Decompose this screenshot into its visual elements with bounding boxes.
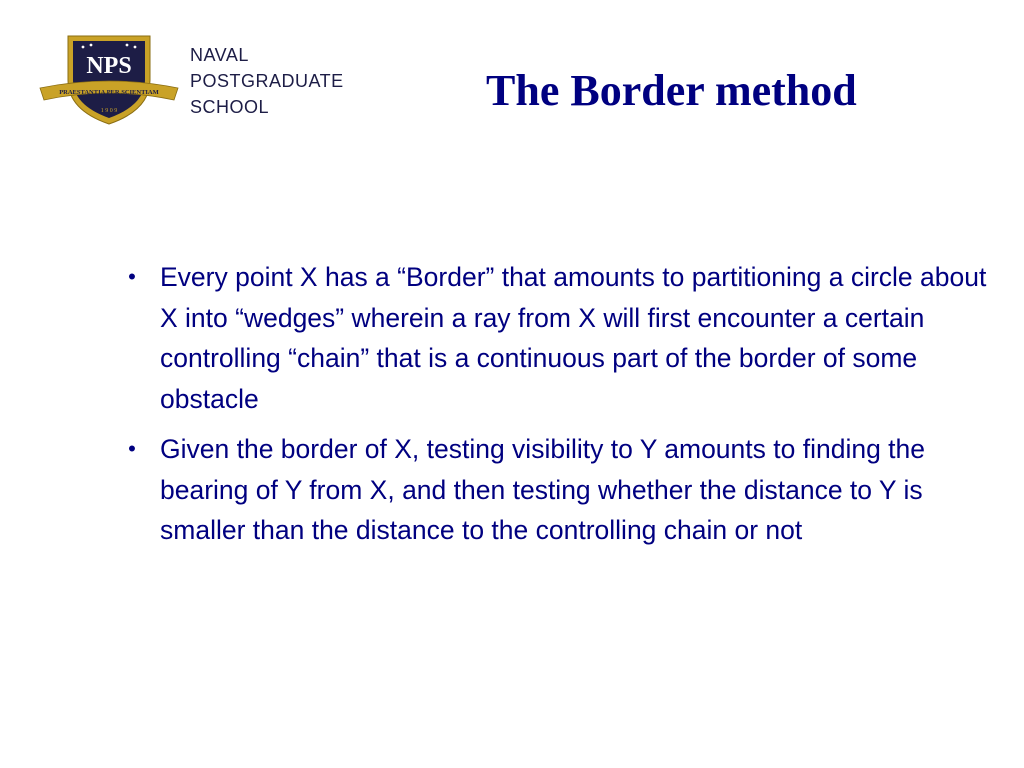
bullet-list bbox=[120, 257, 1000, 561]
emblem-text: NPS bbox=[86, 53, 132, 79]
nps-logo bbox=[38, 28, 368, 133]
wordmark-line-3: SCHOOL bbox=[190, 97, 270, 117]
bullet-icon: • bbox=[128, 264, 136, 289]
bullet-text: Given the border of X, testing visibility to Y amounts to finding the bearing of Y from X, and then testing whether the distance to Y is smaller than the distance to the controlling chain or not bbox=[160, 434, 926, 545]
motto-text: PRAESTANTIA PER SCIENTIAM bbox=[59, 89, 159, 96]
wordmark-line-2: POSTGRADUATE bbox=[190, 71, 344, 91]
bullet-item bbox=[120, 257, 1000, 419]
year-text: 1 9 0 9 bbox=[100, 108, 118, 114]
slide-title: The Border method bbox=[486, 66, 857, 115]
wordmark-line-1: NAVAL bbox=[190, 45, 249, 65]
logo-wordmark bbox=[190, 42, 344, 120]
bullet-text: Every point X has a “Border” that amounts to partitioning a circle about X into “wedges” wherein a ray from X will first encounter a certain controlling “chain” that is a continuous part of the border of some obstacle bbox=[160, 262, 987, 414]
bullet-item bbox=[120, 429, 1000, 551]
bullet-icon: • bbox=[128, 436, 136, 461]
nps-shield-logo bbox=[38, 28, 188, 128]
